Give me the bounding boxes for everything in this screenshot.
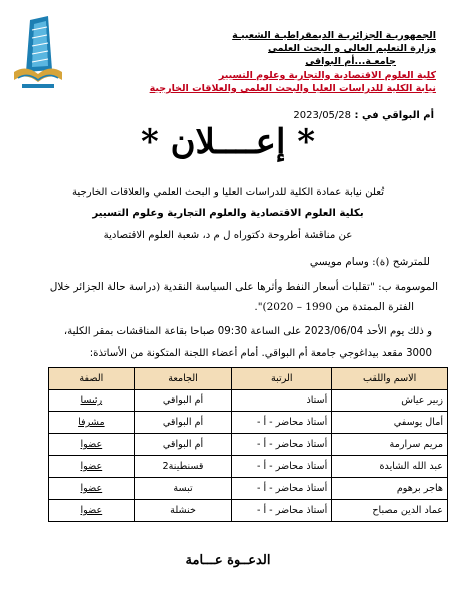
public-invitation-note: الدعــوة عـــامة: [185, 553, 271, 568]
member-role-cell: [49, 412, 135, 434]
header-university: الجامعة: [134, 368, 232, 390]
table-row: [49, 390, 448, 412]
member-rank: أستاذ محاضر - أ -: [232, 434, 332, 456]
member-rank: أستاذ: [232, 390, 332, 412]
member-university: أم البواقي: [134, 412, 232, 434]
header-republic: الجمهوريـة الجزائريـة الديمقراطيـة الشعبيـة: [232, 30, 436, 41]
member-role: عضوا: [80, 483, 103, 494]
committee-table: [48, 367, 448, 522]
member-university: تبسة: [134, 478, 232, 500]
table-row: [49, 500, 448, 522]
table-row: [49, 478, 448, 500]
member-rank: أستاذ محاضر - أ -: [232, 500, 332, 522]
member-university: أم البواقي: [134, 390, 232, 412]
member-role-cell: [49, 456, 135, 478]
announcement-date: [293, 110, 434, 121]
table-row: [49, 456, 448, 478]
member-role: عضوا: [80, 505, 103, 516]
table-row: [49, 412, 448, 434]
member-rank: أستاذ محاضر - أ -: [232, 456, 332, 478]
thesis-title-line-1: الموسومة ب: "تقلبات أسعار النفط وأثرها على السياسة النقدية (دراسة حالة الجزائر خلال: [49, 281, 438, 293]
university-logo: [8, 12, 68, 98]
date-label: أم البواقي في :: [354, 110, 434, 121]
member-name: عماد الدين مصباح: [332, 500, 448, 522]
date-value: 2023/05/28: [293, 110, 352, 121]
header-vice-deanship: نيابة الكلية للدراسات العليا والبحث العلمي والعلاقات الخارجية: [149, 83, 436, 94]
member-rank: أستاذ محاضر - أ -: [232, 478, 332, 500]
member-university: قسنطينة2: [134, 456, 232, 478]
member-rank: أستاذ محاضر - أ -: [232, 412, 332, 434]
member-name: زبير عياش: [332, 390, 448, 412]
member-role-cell: [49, 390, 135, 412]
member-name: أمال يوسفي: [332, 412, 448, 434]
header-role: الصفة: [49, 368, 135, 390]
page-title: * إعــــلان *: [140, 122, 316, 162]
member-role-cell: [49, 478, 135, 500]
member-role: عضوا: [80, 461, 103, 472]
member-role-cell: [49, 500, 135, 522]
candidate-line: للمترشح (ة): وسام مويسي: [309, 256, 430, 268]
member-role: رئيسا: [80, 395, 103, 406]
table-row: [49, 434, 448, 456]
member-university: أم البواقي: [134, 434, 232, 456]
header-rank: الرتبة: [232, 368, 332, 390]
member-name: مريم سرارمة: [332, 434, 448, 456]
thesis-title-line-2: الفترة الممتدة من 1990 – 2020)".: [254, 301, 414, 313]
schedule-line-2: 3000 مقعد بيداغوجي جامعة أم البواقي. أمام أعضاء اللجنة المتكونة من الأساتذة:: [89, 348, 432, 359]
member-role: عضوا: [80, 439, 103, 450]
header-university: جامعـة...أم البواقي: [305, 56, 396, 67]
header-faculty: كلية العلوم الاقتصادية والتجارية وعلوم التسيير: [218, 70, 436, 81]
header-name: الاسم واللقب: [332, 368, 448, 390]
member-name: عبد الله الشايدة: [332, 456, 448, 478]
intro-line: تُعلن نيابة عمادة الكلية للدراسات العليا و البحث العلمي والعلاقات الخارجية: [71, 187, 385, 198]
faculty-line: بكلية العلوم الاقتصادية والعلوم التجارية وعلوم التسيير: [92, 208, 364, 219]
defense-type-line: عن مناقشة أطروحة دكتوراه ل م د، شعبة العلوم الاقتصادية: [103, 230, 353, 241]
table-header-row: [49, 368, 448, 390]
member-role-cell: [49, 434, 135, 456]
member-university: خنشلة: [134, 500, 232, 522]
member-role: مشرفا: [78, 417, 105, 428]
member-name: هاجر برهوم: [332, 478, 448, 500]
schedule-line-1: و ذلك يوم الأحد 2023/06/04 على الساعة 09:30 صباحا بقاعة المناقشات بمقر الكلية،: [63, 326, 432, 337]
header-ministry: وزارة التعليم العالي و البحث العلمي: [268, 43, 436, 54]
